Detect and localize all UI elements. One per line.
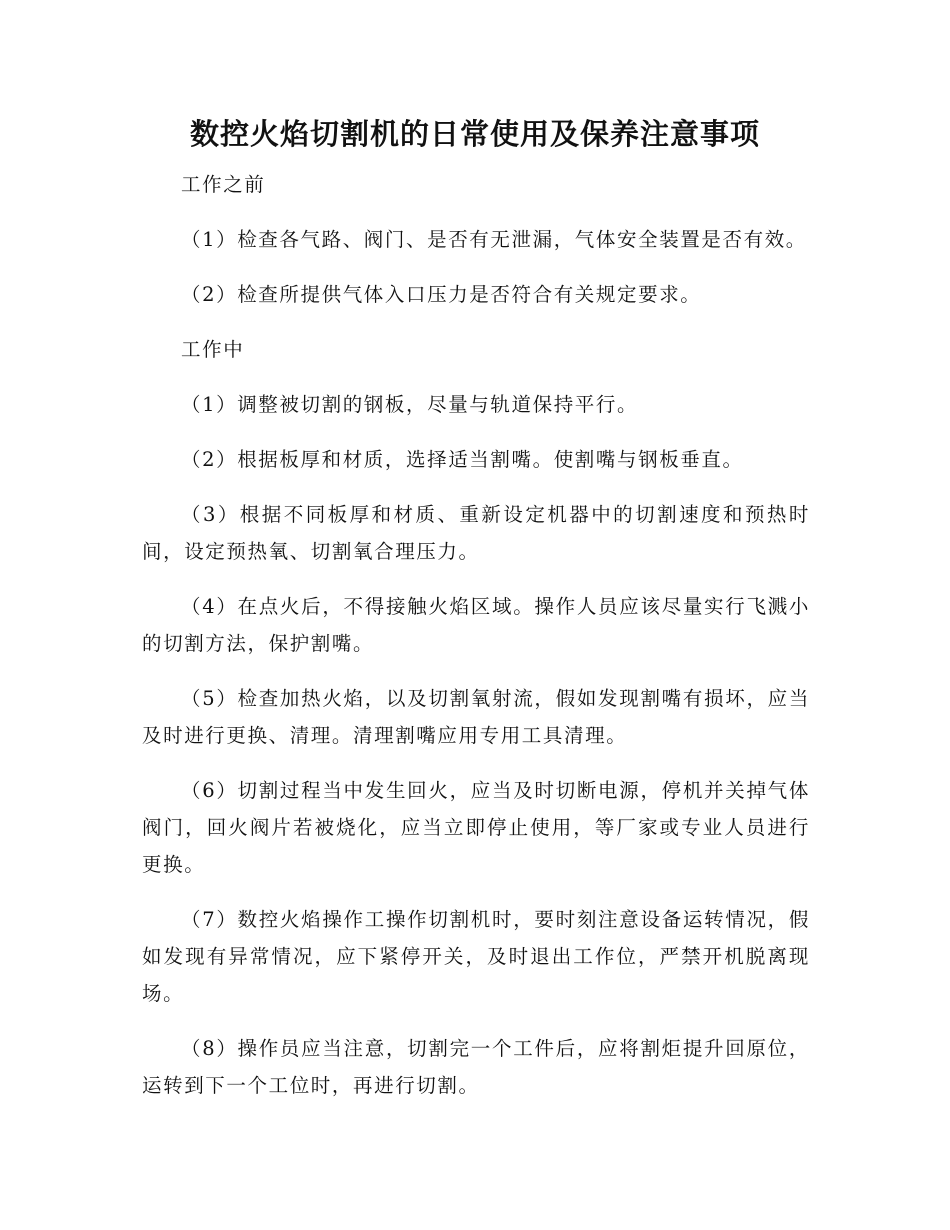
paragraph: （7）数控火焰操作工操作切割机时，要时刻注意设备运转情况，假如发现有异常情况，应下紧停开关，及时退出工作位，严禁开机脱离现场。 — [142, 908, 810, 1005]
paragraph: （1）调整被切割的钢板，尽量与轨道保持平行。 — [181, 393, 639, 416]
section-heading-before-work: 工作之前 — [181, 173, 266, 196]
paragraph: （1）检查各气路、阀门、是否有无泄漏，气体安全装置是否有效。 — [181, 228, 807, 251]
document-title: 数控火焰切割机的日常使用及保养注意事项 — [189, 117, 760, 151]
paragraph: （8）操作员应当注意，切割完一个工件后，应将割炬提升回原位，运转到下一个工位时，再进行切割。 — [142, 1037, 810, 1097]
paragraph: （2）检查所提供气体入口压力是否符合有关规定要求。 — [181, 283, 702, 306]
paragraph: （5）检查加热火焰，以及切割氧射流，假如发现割嘴有损坏，应当及时进行更换、清理。清理割嘴应用专用工具清理。 — [142, 687, 810, 747]
paragraph: （2）根据板厚和材质，选择适当割嘴。使割嘴与钢板垂直。 — [181, 448, 744, 471]
paragraph: （3）根据不同板厚和材质、重新设定机器中的切割速度和预热时间，设定预热氧、切割氧合理压力。 — [142, 503, 810, 563]
document-body — [142, 166, 810, 1104]
section-heading-during-work: 工作中 — [181, 338, 245, 361]
paragraph: （4）在点火后，不得接触火焰区域。操作人员应该尽量实行飞溅小的切割方法，保护割嘴。 — [142, 595, 810, 655]
paragraph: （6）切割过程当中发生回火，应当及时切断电源，停机并关掉气体阀门，回火阀片若被烧化，应当立即停止使用，等厂家或专业人员进行更换。 — [142, 779, 810, 876]
